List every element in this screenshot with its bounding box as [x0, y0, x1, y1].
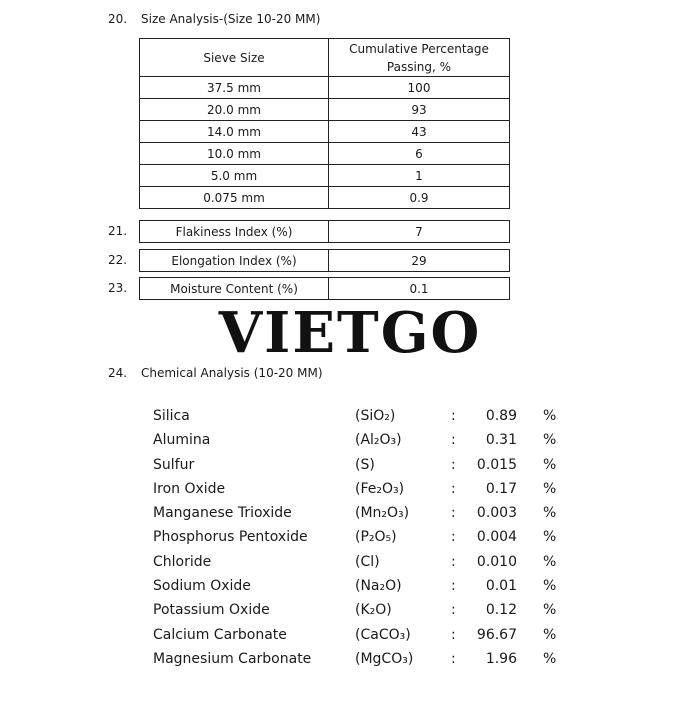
- compound-value: 0.004: [476, 529, 517, 546]
- list-item: [153, 602, 563, 626]
- compound-formula: (CaCO₃): [355, 626, 411, 643]
- list-item: [153, 627, 563, 651]
- table-cell: 93: [329, 99, 510, 121]
- list-item: [153, 651, 563, 675]
- compound-name: Phosphorus Pentoxide: [153, 529, 308, 546]
- compound-formula: (Mn₂O₃): [355, 505, 410, 522]
- list-item: [153, 481, 563, 505]
- unit: %: [543, 553, 557, 570]
- table-row: [140, 187, 510, 209]
- compound-formula: (S): [355, 456, 375, 473]
- unit: %: [543, 480, 557, 497]
- table-row: [140, 165, 510, 187]
- separator: :: [451, 578, 456, 595]
- property-label: Flakiness Index (%): [140, 221, 329, 242]
- compound-formula: (Al₂O₃): [355, 432, 402, 449]
- moisture-content-row: [139, 277, 510, 300]
- list-item: [153, 578, 563, 602]
- compound-name: Chloride: [153, 553, 212, 570]
- separator: :: [451, 456, 456, 473]
- separator: :: [451, 529, 456, 546]
- table-row: [140, 77, 510, 99]
- compound-value: 0.17: [485, 480, 517, 497]
- table-cell: 43: [329, 121, 510, 143]
- compound-name: Silica: [153, 408, 190, 424]
- compound-formula: (Na₂O): [355, 578, 402, 595]
- property-value: 0.1: [409, 281, 429, 296]
- compound-name: Alumina: [153, 432, 211, 449]
- unit: %: [543, 432, 557, 449]
- property-value: 7: [415, 224, 423, 239]
- separator: :: [451, 553, 456, 570]
- column-header: Sieve Size: [140, 39, 329, 77]
- list-item: [153, 408, 563, 432]
- compound-name: Sulfur: [153, 456, 195, 473]
- table-cell: 5.0 mm: [140, 165, 329, 187]
- compound-value: 0.01: [485, 578, 517, 595]
- table-cell: 0.9: [329, 187, 510, 209]
- table-cell: 1: [329, 165, 510, 187]
- unit: %: [543, 602, 557, 619]
- list-item: [153, 529, 563, 553]
- compound-value: 0.31: [485, 432, 517, 449]
- table-cell: 10.0 mm: [140, 143, 329, 165]
- table-row: [140, 121, 510, 143]
- list-item: [153, 505, 563, 529]
- section-number: 24.: [108, 366, 128, 380]
- sieve-table: [139, 38, 510, 209]
- compound-formula: (K₂O): [355, 602, 392, 619]
- table-cell: 14.0 mm: [140, 121, 329, 143]
- section-title: Chemical Analysis (10-20 MM): [141, 366, 323, 380]
- chemical-analysis-list: [153, 408, 563, 675]
- unit: %: [543, 529, 557, 546]
- section-number: 21.: [108, 224, 128, 238]
- compound-value: 1.96: [485, 650, 517, 667]
- compound-name: Potassium Oxide: [153, 602, 270, 619]
- compound-formula: (Cl): [355, 553, 380, 570]
- property-label: Elongation Index (%): [140, 250, 329, 271]
- flakiness-index-row: [139, 220, 510, 243]
- separator: :: [451, 432, 456, 449]
- compound-formula: (Fe₂O₃): [355, 480, 405, 497]
- elongation-index-row: [139, 249, 510, 272]
- section-number: 20.: [108, 12, 128, 26]
- compound-name: Manganese Trioxide: [153, 505, 292, 522]
- compound-formula: (SiO₂): [355, 408, 396, 424]
- compound-formula: (P₂O₅): [355, 529, 397, 546]
- compound-name: Iron Oxide: [153, 480, 226, 497]
- unit: %: [543, 578, 557, 595]
- unit: %: [543, 456, 557, 473]
- list-item: [153, 432, 563, 456]
- table-cell: 0.075 mm: [140, 187, 329, 209]
- unit: %: [543, 408, 557, 424]
- separator: :: [451, 602, 456, 619]
- section-number: 23.: [108, 281, 128, 295]
- compound-name: Calcium Carbonate: [153, 626, 287, 643]
- separator: :: [451, 480, 456, 497]
- unit: %: [543, 505, 557, 522]
- table-cell: 20.0 mm: [140, 99, 329, 121]
- table-header-row: [140, 39, 510, 77]
- table-row: [140, 143, 510, 165]
- compound-value: 0.015: [476, 456, 517, 473]
- property-label: Moisture Content (%): [140, 278, 329, 299]
- list-item: [153, 457, 563, 481]
- separator: :: [451, 626, 456, 643]
- table-cell: 6: [329, 143, 510, 165]
- section-title: Size Analysis-(Size 10-20 MM): [141, 12, 321, 26]
- compound-formula: (MgCO₃): [355, 650, 414, 667]
- table-cell: 37.5 mm: [140, 77, 329, 99]
- compound-value: 0.89: [485, 408, 517, 424]
- unit: %: [543, 626, 557, 643]
- separator: :: [451, 408, 456, 424]
- compound-value: 0.003: [476, 505, 517, 522]
- compound-value: 0.12: [485, 602, 517, 619]
- table-row: [140, 99, 510, 121]
- unit: %: [543, 650, 557, 667]
- compound-value: 96.67: [476, 626, 517, 643]
- section-number: 22.: [108, 253, 128, 267]
- compound-name: Magnesium Carbonate: [153, 650, 312, 667]
- compound-name: Sodium Oxide: [153, 578, 251, 595]
- column-header: Cumulative Percentage Passing, %: [329, 39, 510, 77]
- list-item: [153, 554, 563, 578]
- separator: :: [451, 650, 456, 667]
- table-cell: 100: [329, 77, 510, 99]
- property-value: 29: [411, 253, 427, 268]
- separator: :: [451, 505, 456, 522]
- vietgo-watermark: VIETGO: [218, 300, 482, 366]
- compound-value: 0.010: [476, 553, 517, 570]
